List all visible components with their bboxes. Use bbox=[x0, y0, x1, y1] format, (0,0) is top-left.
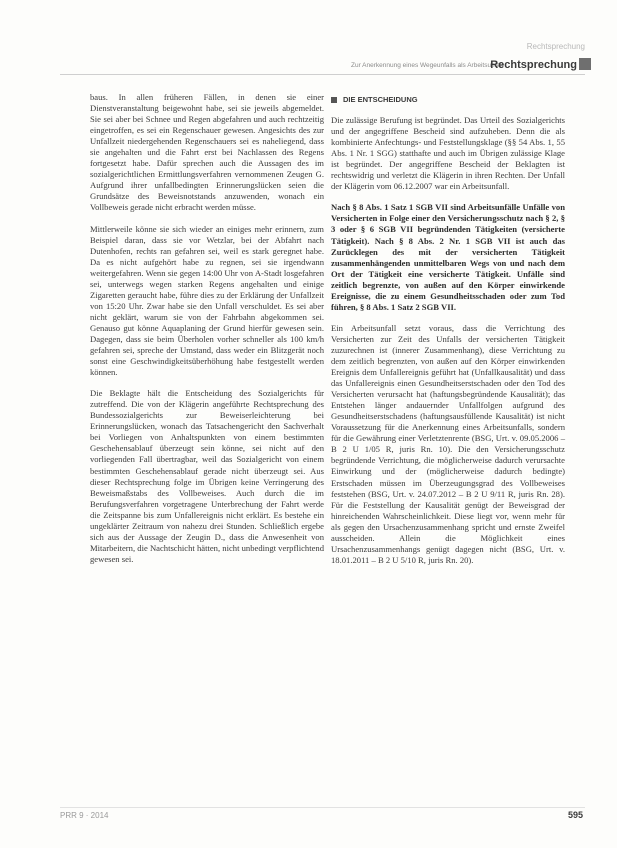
heading-square-icon bbox=[331, 97, 337, 103]
paragraph: Mittlerweile könne sie sich wieder an einiges mehr erinnern, zum Beispiel daran, dass sie vor Wetzlar, bei der Abfahrt nach Dutenhofen, rechts ran gefahren sei, weil es stark geregnet habe. Da es nicht aufgehört habe zu regnen, sei sie irgendwann weitergefahren. Wenn sie gegen 14:00 Uhr von A-Stadt losgefahren sei, unterwegs wegen starken Regens angehalten und einige Zigaretten geraucht habe, führe dies zu der Erklärung der Unfallzeit von 15:20 Uhr. Zwar habe sie den Unfall verschuldet. Es sei aber nicht geklärt, warum sie von der Fahrbahn abgekommen sei. Genauso gut könne Aquaplaning der Grund hierfür gewesen sein. Dagegen, dass sie beim Überholen vorher schneller als 100 km/h gefahren sei, spreche der Umstand, dass weder ein Blitzgerät noch sonst eine Geschwindigkeitsüberhöhung habe festgestellt werden können. bbox=[90, 223, 324, 378]
paragraph: baus. In allen früheren Fällen, in denen sie einer Dienstveranstaltung beigewohnt habe, sei sie jeweils abgemeldet. Sie sei aber bei Schnee und Regen abgefahren und auch rechtzeitig eingetroffen, es sei ein Regenschauer gewesen. Angesichts des zur Unfallzeit niedergehenden Regenschauers sei es naheliegend, dass sie angehalten und die Fahrt erst bei Nachlassen des Regens fortgesetzt habe. Dafür sprechen auch die Aussagen des im sozialgerichtlichen Ermittlungsverfahren vernommenen Zeugen G. Aufgrund ihrer unfallbedingten Erinnerungslücken seien die Grundsätze des Beweisnotstands anzuwenden, wonach ein Vollbeweis gerade nicht erbracht werden müsse. bbox=[90, 92, 324, 213]
left-column bbox=[90, 92, 324, 575]
page-number: 595 bbox=[567, 810, 583, 820]
decision-heading-label: DIE ENTSCHEIDUNG bbox=[343, 95, 418, 104]
footer-divider bbox=[60, 807, 585, 808]
section-title: Rechtsprechung bbox=[490, 59, 577, 71]
right-column bbox=[331, 92, 565, 576]
section-marker-icon bbox=[579, 58, 591, 70]
paragraph: Die zulässige Berufung ist begründet. Das Urteil des Sozialgerichts und der angegriffene Bescheid sind aufzuheben. Denn die als kombinierte Anfechtungs- und Feststellungsklage (§§ 54 Abs. 1, 55 Abs. 1 Nr. 1 SGG) statthafte und auch im Übrigen zulässige Klage ist begründet. Der angegriffene Bescheid der Beklagten ist rechtswidrig und verletzt die Klägerin in ihren Rechten. Der Unfall der Klägerin vom 06.12.2007 war ein Arbeitsunfall. bbox=[331, 115, 565, 192]
paragraph: Ein Arbeitsunfall setzt voraus, dass die Verrichtung des Versicherten zur Zeit des Unfalls der versicherten Tätigkeit zuzurechnen ist (innerer Zusammenhang), diese Verrichtung zu dem zeitlich begrenzten, von außen auf den Körper einwirkenden Ereignis dem Unfallereignis geführt hat (Unfallkausalität) und dass das Unfallereignis einen Gesundheitserstschaden oder den Tod des Versicherten verursacht hat (haftungsbegründende Kausalität); das Entstehen länger andauernder Unfallfolgen aufgrund des Gesundheitserstschadens (haftungsausfüllende Kausalität) ist nicht Voraussetzung für die Anerkennung eines Arbeitsunfalls, sondern für die Gewährung einer Verletztenrente (BSG, Urt. v. 09.05.2006 – B 2 U 1/05 R, juris Rn. 10). Die den Versicherungsschutz begründende Verrichtung, die möglicherweise dadurch verursachte Einwirkung und der (möglicherweise dadurch bedingte) Erstschaden müssen im Überzeugungsgrad des Vollbeweises feststehen (BSG, Urt. v. 24.07.2012 – B 2 U 9/11 R, juris Rn. 28). Für die Feststellung der Kausalität genügt der Beweisgrad der hinreichenden Wahrscheinlichkeit. Diese liegt vor, wenn mehr für als gegen den Ursachenzusammenhang spricht und ernste Zweifel ausscheiden. Allein die Möglichkeit eines Ursachenzusammenhangs genügt dagegen nicht (BSG, Urt. v. 18.01.2011 – B 2 U 5/10 R, juris Rn. 20). bbox=[331, 322, 565, 565]
journal-issue: PRR 9 · 2014 bbox=[60, 811, 109, 820]
header-category: Rechtsprechung bbox=[526, 42, 585, 51]
running-header bbox=[60, 60, 585, 75]
paragraph: Die Beklagte hält die Entscheidung des Sozialgerichts für zutreffend. Die von der Klägerin angeführte Rechtsprechung des Bundessozialgerichts zur Beweiserleichterung bei Erinnerungslücken, wonach das Tatsachengericht den Sachverhalt bei Vorliegen von Anhaltspunkten von einem bestimmten Geschehensablauf überzeugt sein könne, sei nicht auf den vorliegenden Fall übertragbar, weil das Sozialgericht von einem bestimmten Geschehensablauf gerade nicht überzeugt sei. Aus dieser Rechtsprechung folge im Übrigen keine Verringerung des Beweismaßstabs des Vollbeweises. Auch durch die im Berufungsverfahren vorgetragene Unterbrechung der Fahrt werde die Zeitspanne bis zum Unfallereignis nicht erklärt. Es bestehe ein ungeklärter Zeitraum von nahezu drei Stunden. Schließlich ergebe sich aus der Aussage der Zeugin D., dass die Anwesenheit von Mitarbeitern, die Nachtschicht hätten, nicht unbedingt verpflichtend gewesen sei. bbox=[90, 388, 324, 564]
decision-heading bbox=[331, 94, 565, 105]
running-header-title: Zur Anerkennung eines Wegeunfalls als Arbeitsunfall bbox=[350, 62, 503, 69]
headnote: Nach § 8 Abs. 1 Satz 1 SGB VII sind Arbeitsunfälle Unfälle von Versicherten in Folge einer den Versicherungsschutz nach § 2, § 3 oder § 6 SGB VII begründenden Tätigkeiten (versicherte Tätigkeit). Nach § 8 Abs. 2 Nr. 1 SGB VII ist auch das Zurücklegen des mit der versicherten Tätigkeit zusammenhängenden unmittelbaren Wegs von und nach dem Ort der Tätigkeit eine versicherte Tätigkeit. Unfälle sind zeitlich begrenzte, von außen auf den Körper einwirkende Ereignisse, die zu einem Gesundheitsschaden oder zum Tod führen, § 8 Abs. 1 Satz 2 SGB VII. bbox=[331, 202, 565, 312]
